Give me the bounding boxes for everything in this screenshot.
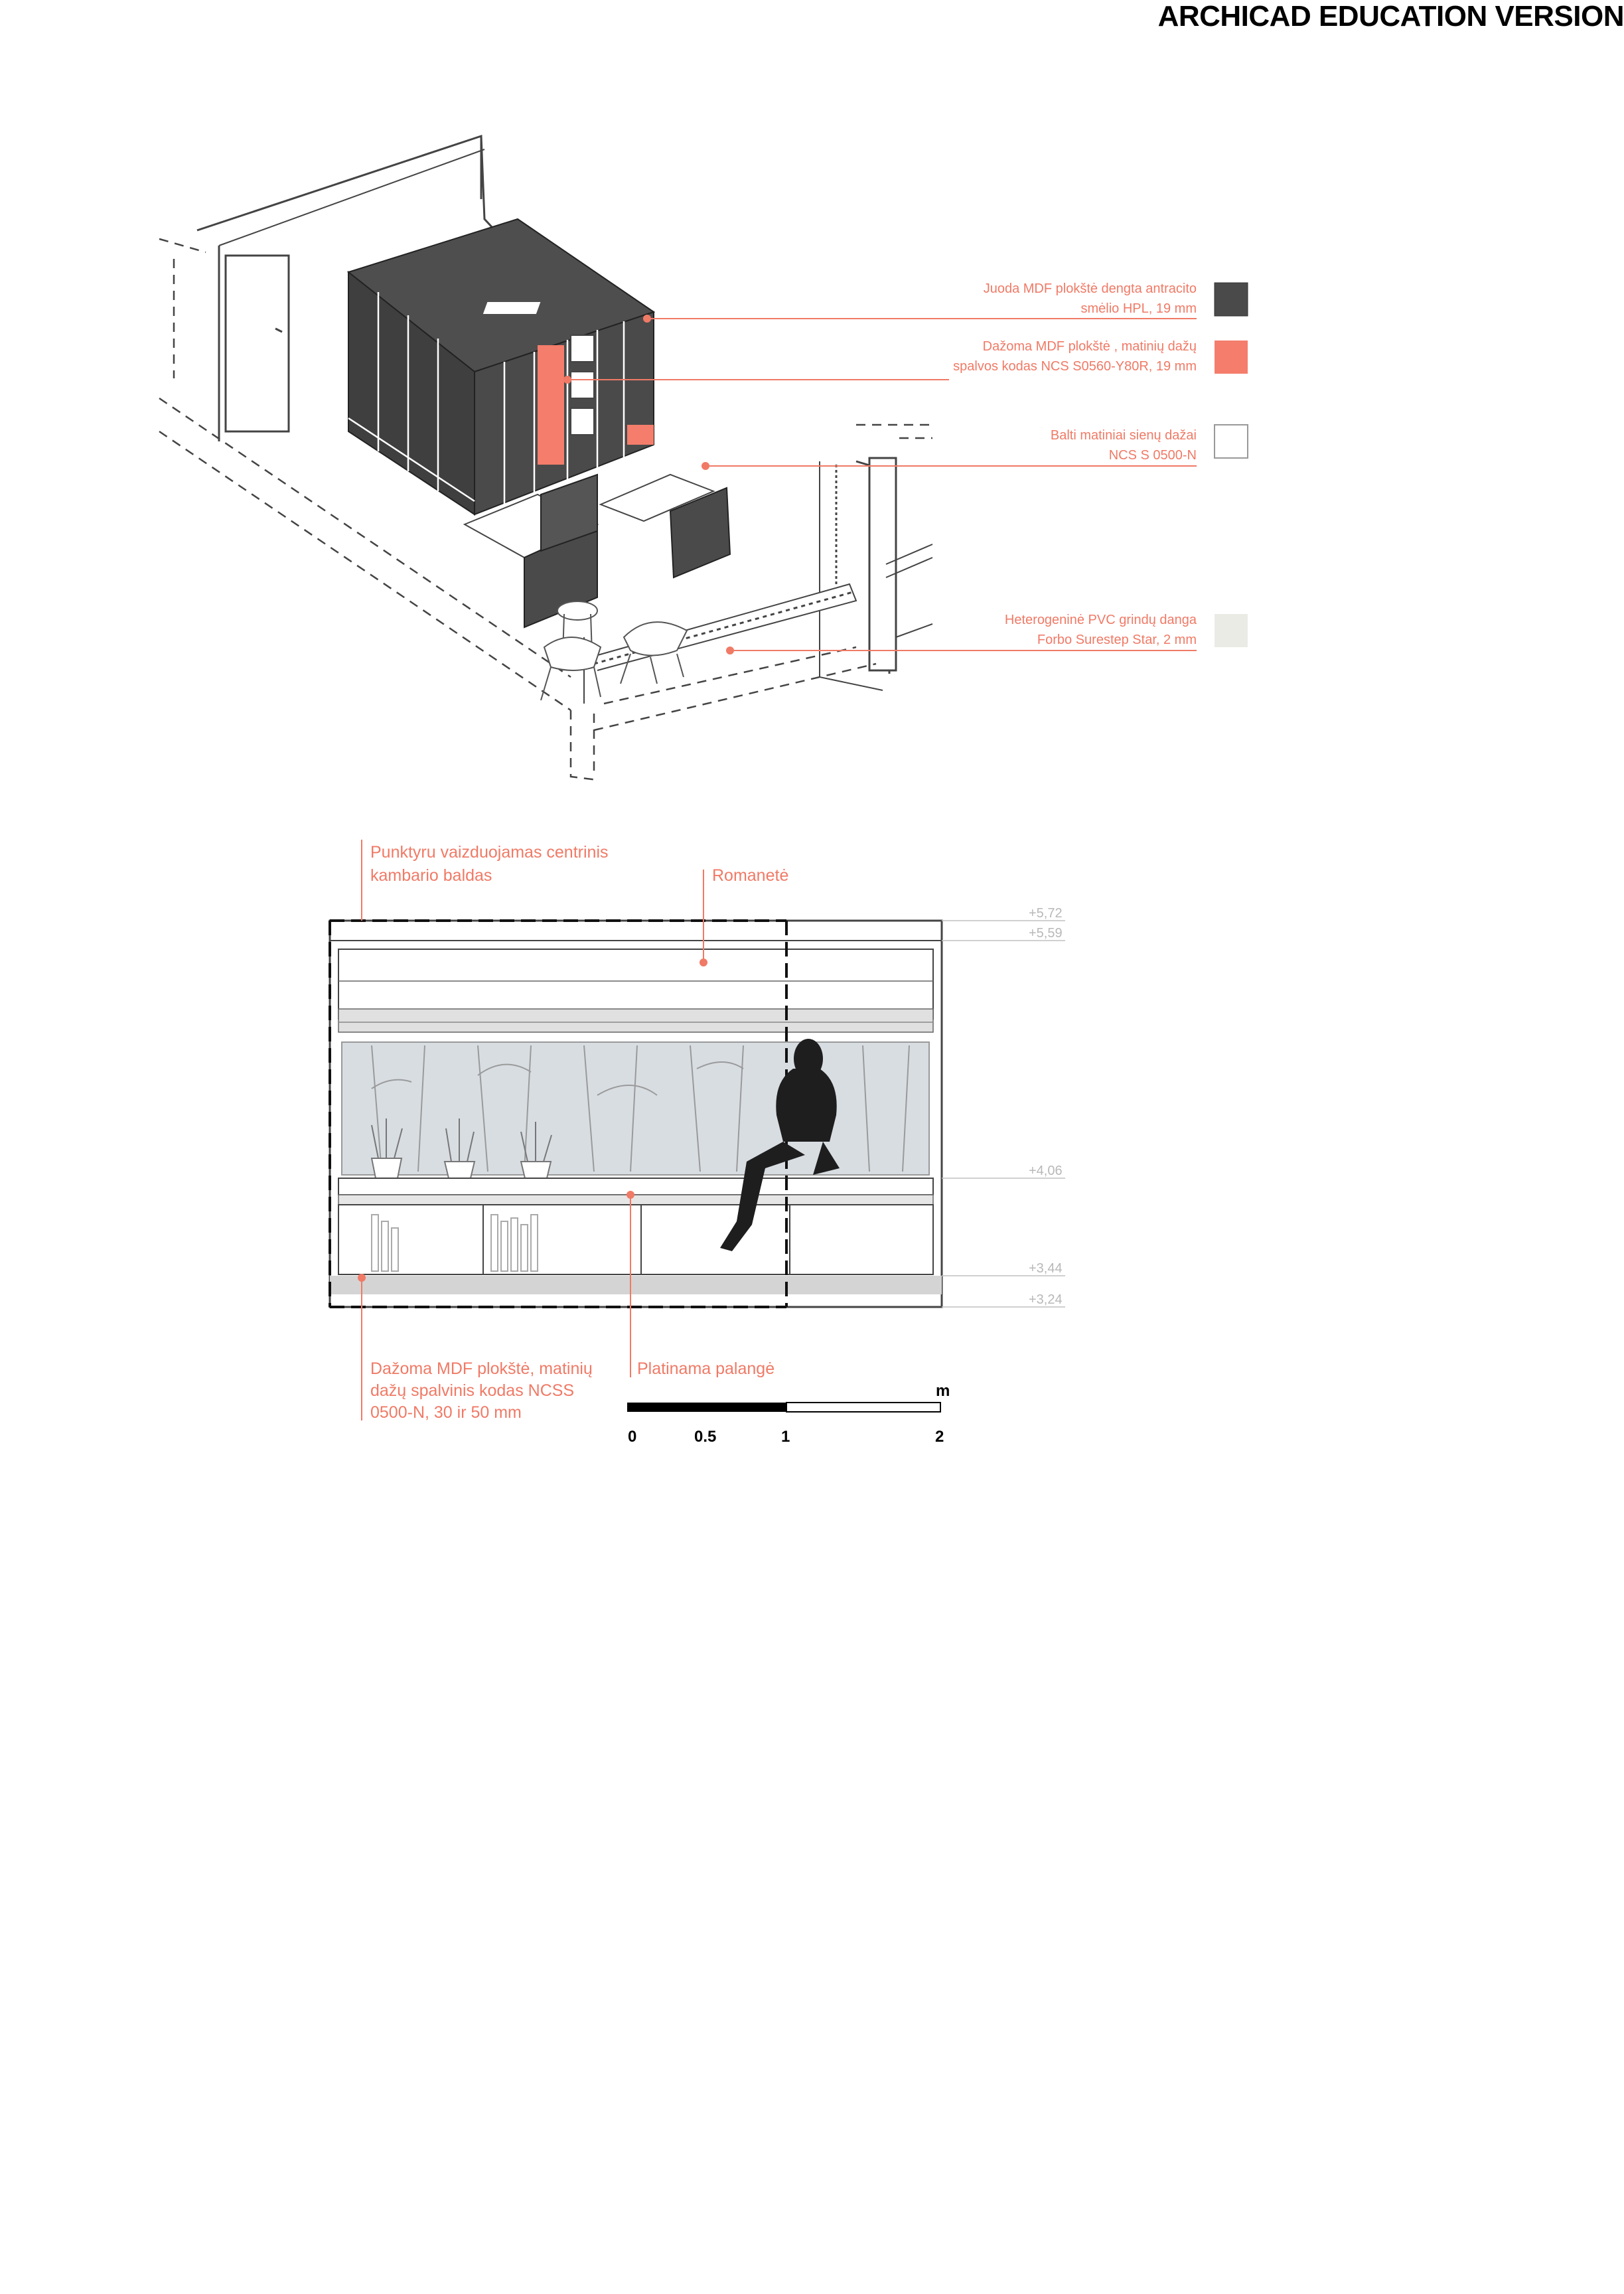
scale-bar [627,1382,950,1446]
legend-item-pvc-floor [1005,613,1248,647]
legend-swatch [1215,425,1248,458]
level-label: +3,44 [1029,1261,1063,1276]
scale-label: 0.5 [694,1428,717,1446]
legend-swatch [1215,283,1248,316]
legend-swatch [1215,341,1248,374]
scale-label: 0 [628,1428,637,1446]
elevation-view [330,840,1065,1422]
watermark: ARCHICAD EDUCATION VERSION [1157,0,1624,33]
legend-line: smėlio HPL, 19 mm [1080,301,1197,316]
note-central-furniture: kambario baldas [370,866,492,885]
window-view [342,1042,929,1175]
note-bench: Romanetė [712,866,789,885]
legend-line: Forbo Surestep Star, 2 mm [1037,633,1197,647]
note-painted-board: 0500-N, 30 ir 50 mm [370,1403,522,1422]
legend-line: Dažoma MDF plokštė , matinių dažų [982,339,1197,354]
note-windowsill: Platinama palangė [637,1359,775,1378]
legend-line: NCS S 0500-N [1108,448,1197,463]
materials-legend [953,281,1248,647]
scale-label: 1 [781,1428,790,1446]
legend-item-black-mdf [984,281,1248,316]
legend-item-painted-mdf [953,339,1248,374]
legend-line: Heterogeninė PVC grindų danga [1004,613,1197,627]
level-label: +5,72 [1029,906,1063,921]
level-label: +5,59 [1029,926,1063,941]
note-painted-board: Dažoma MDF plokštė, matinių [370,1359,593,1378]
level-label: +3,24 [1029,1292,1063,1307]
legend-item-wall-paint [1051,425,1248,463]
legend-line: spalvos kodas NCS S0560-Y80R, 19 mm [953,359,1197,374]
legend-line: Balti matiniai sienų dažai [1050,428,1197,443]
legend-swatch [1215,614,1248,647]
scale-label: 2 [935,1428,944,1446]
note-painted-board: dažų spalvinis kodas NCSS [370,1381,575,1400]
central-furniture-cube [348,219,730,627]
level-lines [942,921,1065,1307]
scale-unit: m [936,1382,950,1400]
level-label: +4,06 [1029,1164,1063,1178]
note-central-furniture: Punktyru vaizduojamas centrinis [370,843,609,862]
legend-line: Juoda MDF plokštė dengta antracito [983,281,1197,296]
